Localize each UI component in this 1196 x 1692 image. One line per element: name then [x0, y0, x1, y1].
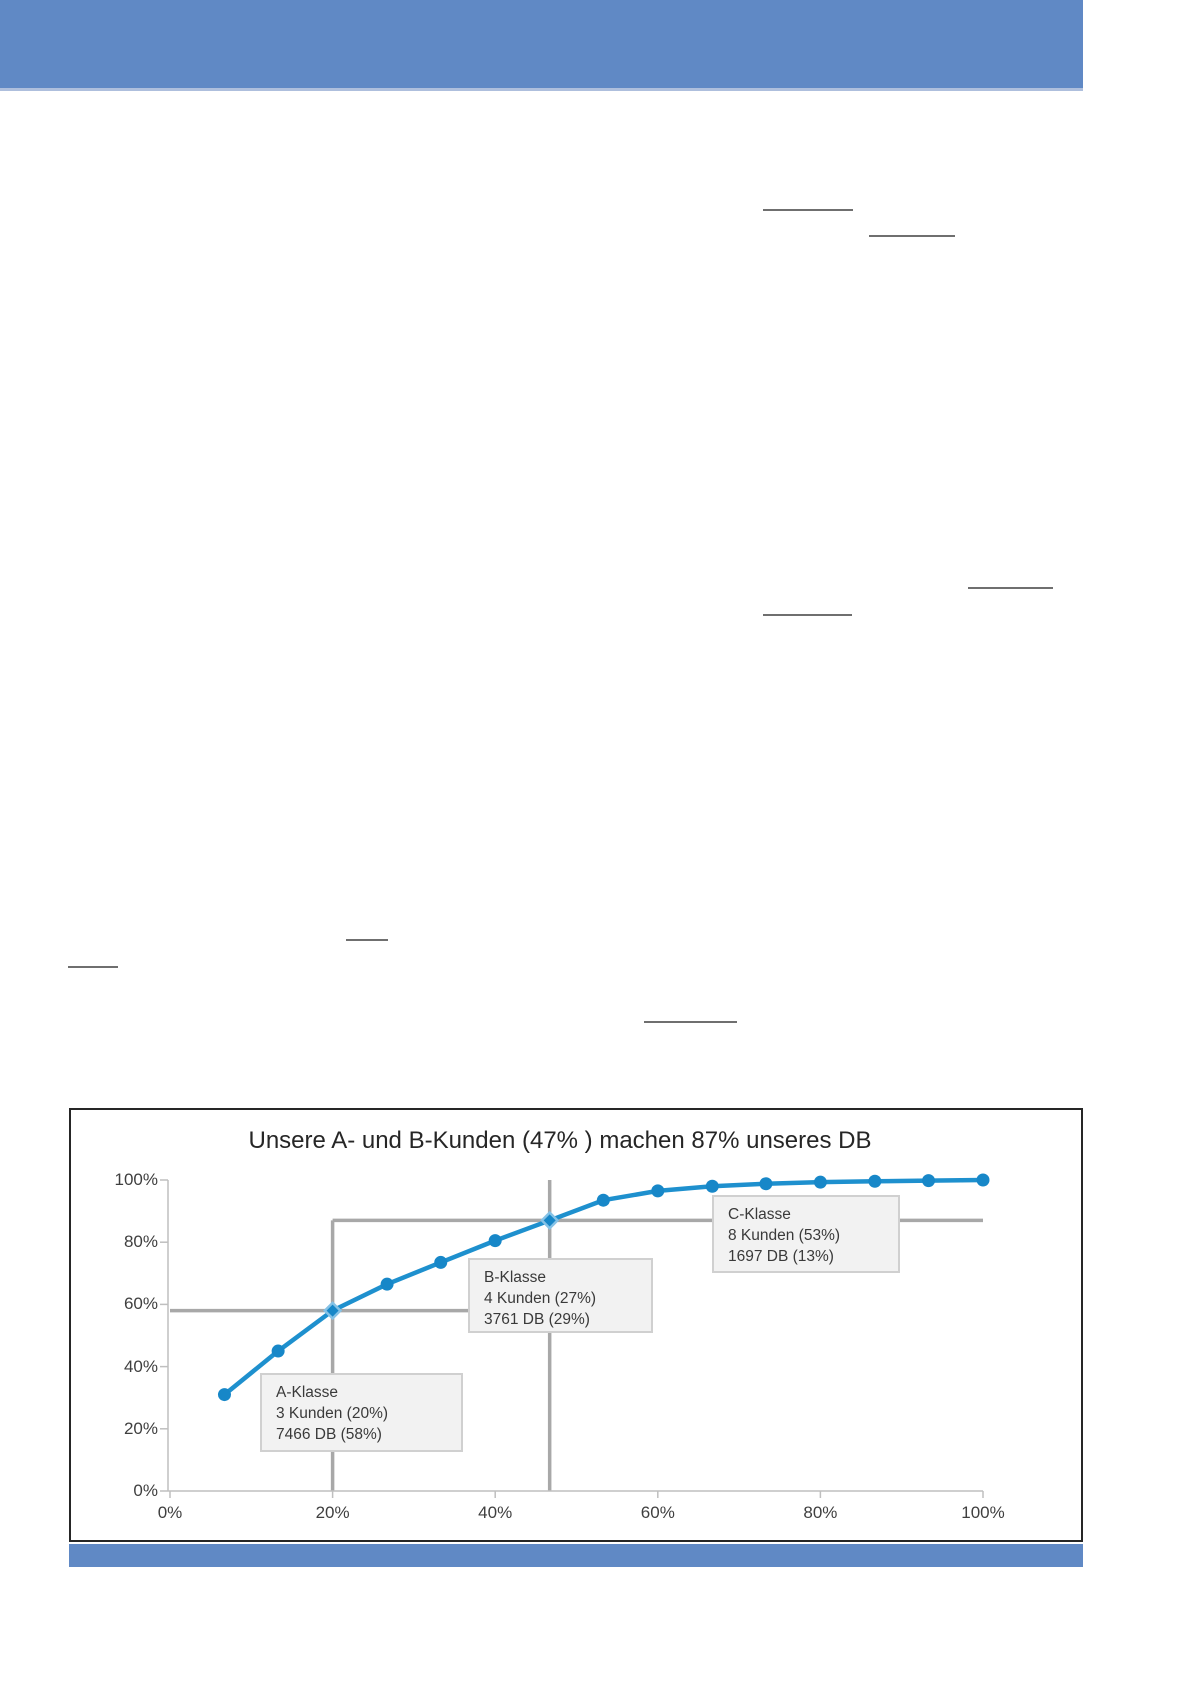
- annotation-line: 3761 DB (29%): [484, 1311, 590, 1328]
- x-tick-label: 60%: [640, 1503, 675, 1522]
- annotation-line: 7466 DB (58%): [276, 1426, 382, 1443]
- blank-underline: [869, 235, 955, 237]
- blank-underline: [763, 614, 852, 616]
- y-tick-label: 40%: [123, 1356, 158, 1376]
- blank-underline: [763, 209, 853, 211]
- footer-bar: [69, 1544, 1083, 1567]
- annotation-line: 3 Kunden (20%): [276, 1405, 389, 1422]
- annotation-title: B-Klasse: [484, 1269, 547, 1286]
- y-tick-label: 100%: [114, 1170, 158, 1189]
- header-bar: [0, 0, 1083, 91]
- annotation-title: A-Klasse: [276, 1384, 339, 1401]
- y-tick-label: 20%: [123, 1418, 158, 1438]
- blank-underline: [68, 966, 118, 968]
- annotation-line: 1697 DB (13%): [728, 1248, 834, 1265]
- y-tick-label: 80%: [123, 1232, 158, 1252]
- x-tick-label: 20%: [315, 1503, 350, 1522]
- blank-underline: [644, 1021, 737, 1023]
- x-tick-label: 80%: [803, 1503, 838, 1522]
- annotation-line: 4 Kunden (27%): [484, 1290, 597, 1307]
- x-tick-label: 40%: [478, 1503, 513, 1522]
- annotation-b-klasse: [468, 1258, 653, 1333]
- blank-underline: [346, 939, 388, 941]
- x-tick-label: 100%: [961, 1503, 1005, 1522]
- annotation-c-klasse: [712, 1195, 900, 1273]
- x-tick-label: 0%: [157, 1503, 183, 1522]
- annotation-a-klasse: [260, 1373, 463, 1452]
- blank-underline: [968, 587, 1053, 589]
- annotation-line: 8 Kunden (53%): [728, 1227, 841, 1244]
- y-tick-label: 0%: [133, 1481, 158, 1500]
- chart-title: Unsere A- und B-Kunden (47% ) machen 87% unseres DB: [248, 1127, 872, 1154]
- annotation-title: C-Klasse: [728, 1206, 791, 1223]
- y-tick-label: 60%: [123, 1294, 158, 1314]
